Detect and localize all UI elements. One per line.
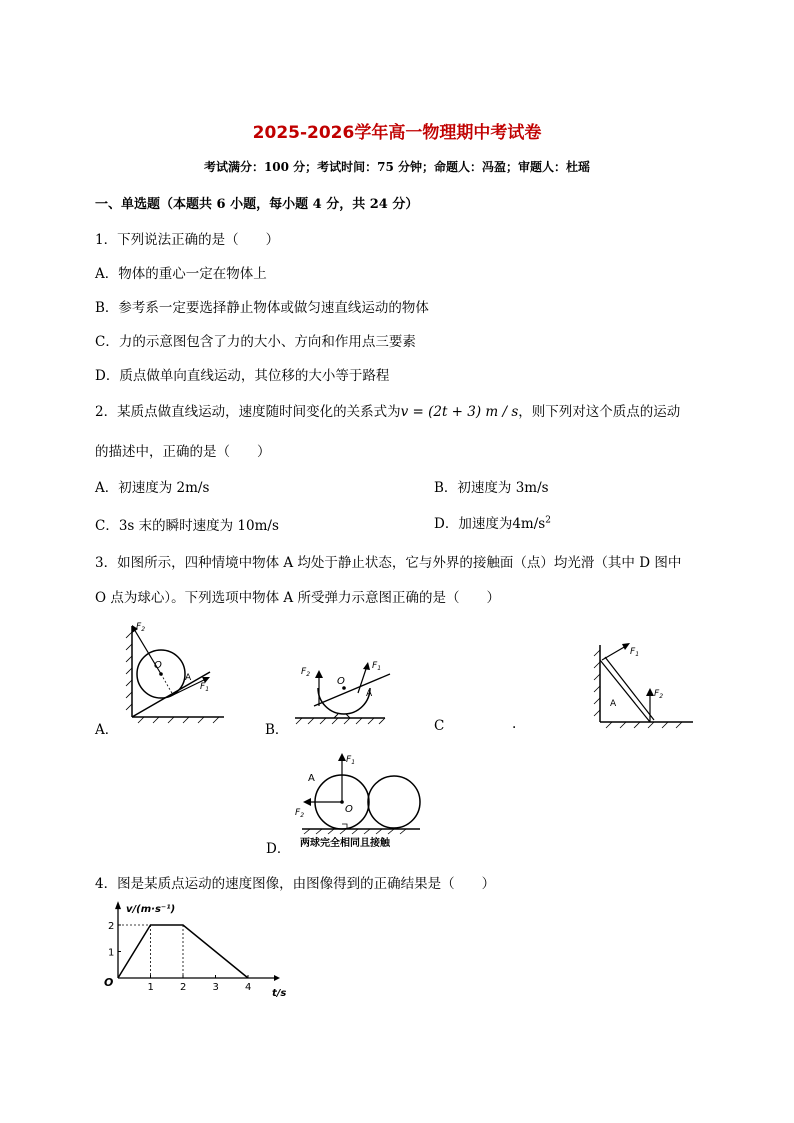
- q3-stem-line1: 3．如图所示，四种情境中物体 A 均处于静止状态，它与外界的接触面（点）均光滑（其中 D 图中: [95, 555, 682, 571]
- fig-c-f1-label: $F_1$: [630, 647, 640, 658]
- fig-a-o-label: O: [154, 660, 162, 671]
- chart-y-tick-label: 1: [108, 947, 115, 959]
- fig-d-f1-label: $F_1$: [346, 755, 356, 766]
- chart-x-tick-label: 3: [212, 982, 219, 993]
- q2-option-d-value: 4m/s: [512, 516, 546, 532]
- q1-option-a: A．物体的重心一定在物体上: [95, 266, 267, 282]
- section-heading: 一、单选题（本题共 6 小题，每小题 4 分，共 24 分）: [95, 197, 419, 212]
- q2-option-d-pre: D．加速度为: [434, 516, 513, 532]
- q3-figure-b: [290, 648, 400, 733]
- q3-label-c-dot: .: [512, 716, 517, 732]
- fig-c-f2-label: $F_2$: [654, 689, 664, 700]
- q3-figure-d: [290, 748, 430, 853]
- q2-option-d-sup: 2: [545, 515, 551, 526]
- page-title: 2025-2026学年高一物理期中考试卷: [252, 123, 542, 143]
- q2-option-a: A．初速度为 2m/s: [95, 480, 210, 496]
- chart-x-tick-label: 4: [245, 982, 252, 993]
- q2-stem-pre: 2．某质点做直线运动，速度随时间变化的关系式为: [95, 404, 401, 420]
- q3-label-b: B．: [265, 722, 289, 738]
- chart-xlabel: t/s: [272, 988, 287, 998]
- q2-option-c: C．3s 末的瞬时速度为 10m/s: [95, 518, 279, 534]
- chart-y-axis-arrow: [115, 901, 121, 909]
- chart-y-tick-label: 2: [108, 921, 115, 932]
- q4-vt-chart: [100, 898, 300, 998]
- fig-a-a-label: A: [185, 673, 192, 683]
- fig-b-f1-label: $F_1$: [372, 661, 382, 672]
- chart-ylabel: v/(m·s⁻¹): [126, 904, 176, 915]
- exam-info: 考试满分：100 分；考试时间：75 分钟；命题人：冯盈；审题人：杜瑶: [203, 160, 591, 174]
- chart-origin-label: O: [104, 976, 114, 989]
- fig-a-f1-label: $F_1$: [200, 682, 210, 693]
- q3-label-c: C: [434, 718, 445, 734]
- q3-figure-a: [114, 614, 229, 729]
- q2-option-d: [434, 512, 551, 532]
- fig-d-a-label: A: [308, 773, 315, 784]
- chart-x-tick-label: 1: [147, 982, 154, 993]
- q3-figure-c: [588, 640, 698, 735]
- q1-stem: 1．下列说法正确的是（ ）: [95, 232, 280, 248]
- fig-d-f2-label: $F_2$: [295, 808, 305, 819]
- q2-formula: v = (2t + 3) m / s: [400, 404, 519, 420]
- q3-label-a: A．: [95, 722, 119, 738]
- q3-label-d: D．: [266, 841, 291, 857]
- q4-stem: 4．图是某质点运动的速度图像，由图像得到的正确结果是（ ）: [95, 876, 496, 892]
- q1-option-b: B．参考系一定要选择静止物体或做匀速直线运动的物体: [95, 300, 429, 316]
- q2-stem: [95, 400, 680, 420]
- fig-b-f2-label: $F_2$: [301, 667, 311, 678]
- q1-option-c: C．力的示意图包含了力的大小、方向和作用点三要素: [95, 334, 416, 350]
- fig-d-caption: 两球完全相同且接触: [300, 838, 390, 849]
- fig-d-o-label: O: [345, 804, 353, 815]
- chart-x-tick-label: 2: [180, 982, 187, 993]
- q2-stem-post: ，则下列对这个质点的运动: [518, 404, 681, 420]
- fig-a-f2-label: $F_2$: [136, 622, 146, 633]
- fig-b-o-label: O: [337, 676, 345, 687]
- q2-option-b: B．初速度为 3m/s: [434, 480, 549, 496]
- q3-stem-line2: O 点为球心）。下列选项中物体 A 所受弹力示意图正确的是（ ）: [95, 590, 500, 606]
- q2-stem-line2: 的描述中，正确的是（ ）: [95, 444, 271, 460]
- fig-b-a-label: A: [366, 689, 373, 699]
- fig-c-a-label: A: [610, 699, 617, 709]
- chart-x-axis-arrow: [274, 975, 280, 981]
- q1-option-d: D．质点做单向直线运动，其位移的大小等于路程: [95, 368, 390, 384]
